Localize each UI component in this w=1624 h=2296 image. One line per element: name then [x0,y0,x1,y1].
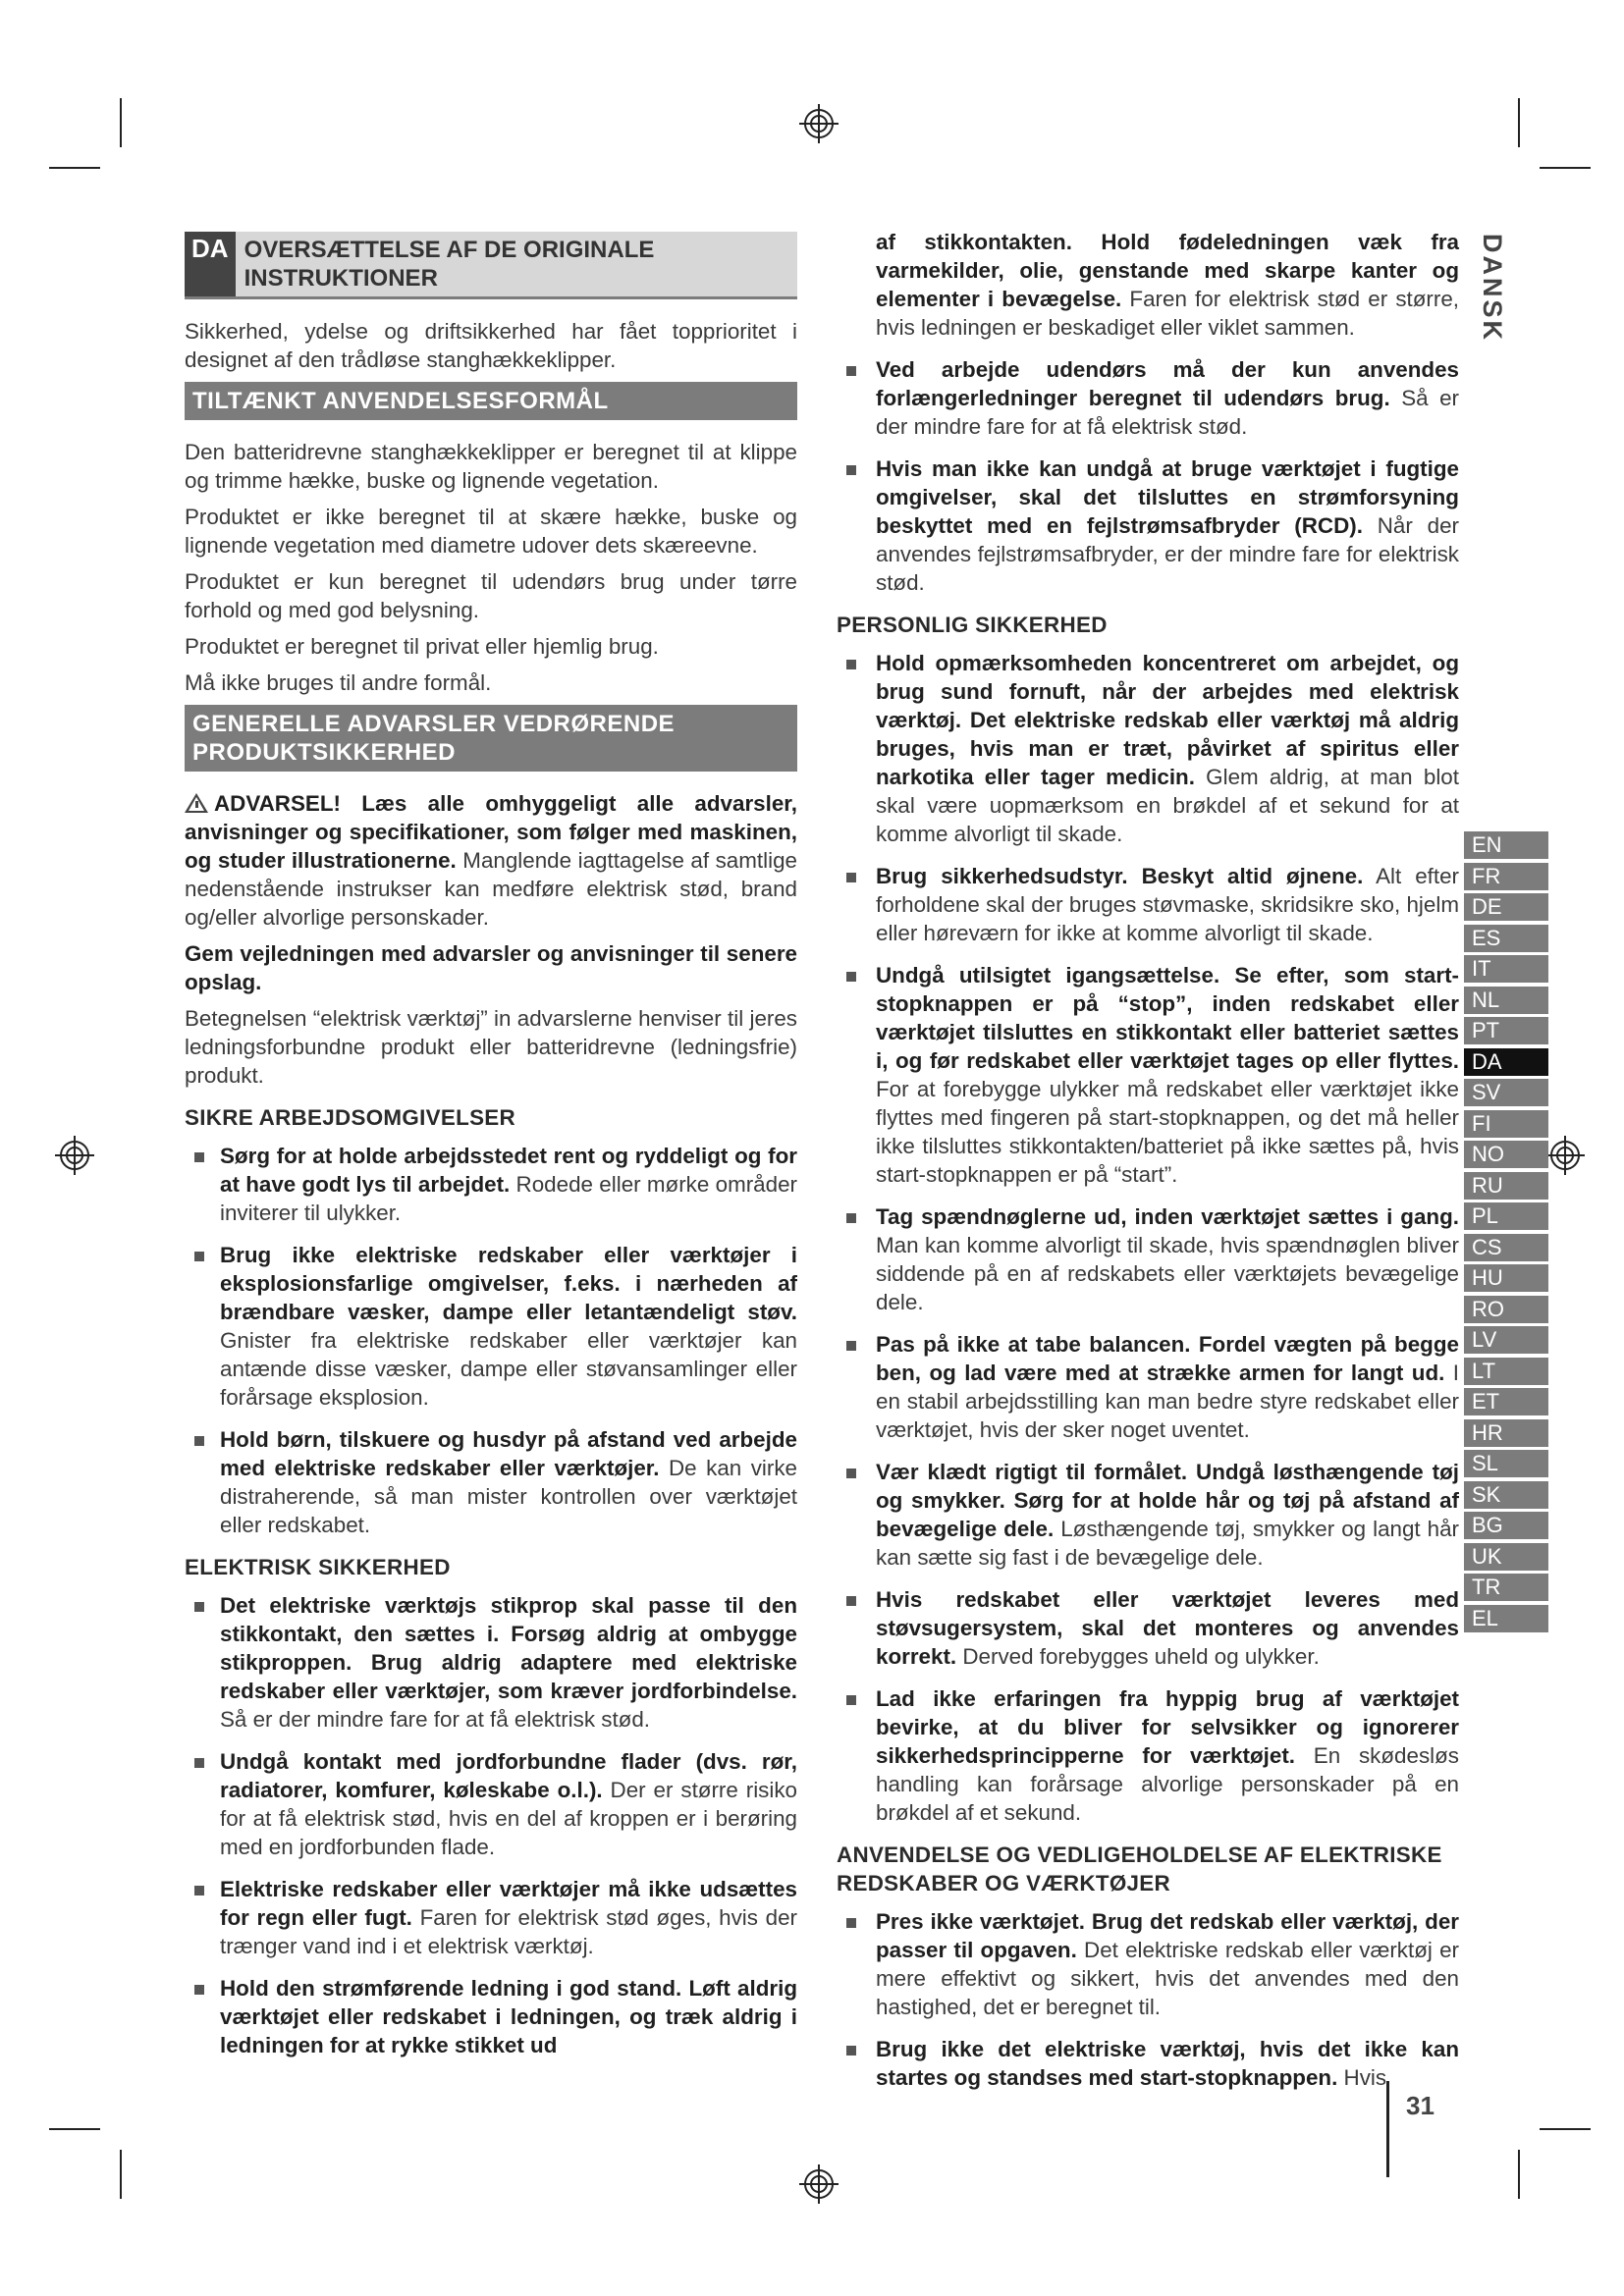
item-bold: Elektriske redskaber eller værktøjer må ikke udsættes for regn eller fugt. [220,1877,797,1930]
item-text: I en stabil arbejdsstilling kan man bedre styre redskabet eller værktøjet, hvis der sker noget uventet. [876,1361,1459,1442]
list-item [837,1684,1459,1827]
paragraph: Produktet er beregnet til privat eller hjemlig brug. [185,634,659,659]
list-item [837,961,1459,1189]
bullet-icon [846,465,856,475]
language-tab-pl[interactable]: PL [1464,1202,1548,1230]
bullet-icon [846,1596,856,1606]
paragraph: Produktet er kun beregnet til udendørs brug under tørre forhold og med god belysning. [185,569,797,622]
list-item [185,1974,797,2059]
list-item [837,454,1459,597]
trim-mark [120,98,122,147]
bullet-icon [846,660,856,669]
list-item [837,355,1459,441]
language-tab-de[interactable]: DE [1464,893,1548,921]
item-bold: Hold opmærksomheden koncentreret om arbejdet, og brug sund fornuft, når der arbejdes med elektrisk værktøj. Det elektriske redskab eller værktøj må aldrig bruges, hvis man er træt, påvirket af spiritus eller narkotika eller tager medicin. [876,651,1459,789]
language-tab-es[interactable]: ES [1464,925,1548,952]
paragraph: Den batteridrevne stanghækkeklipper er beregnet til at klippe og trimme hække, buske og lignende vegetation. [185,440,797,493]
item-text: Faren for elektrisk stød er større, hvis ledningen er beskadiget eller viklet sammen. [876,287,1459,340]
item-bold: Pres ikke værktøjet. Brug det redskab eller værktøj, der passer til opgaven. [876,1909,1459,1962]
list-item [185,1591,797,1734]
bullet-icon [846,2046,856,2056]
language-tab-bg[interactable]: BG [1464,1512,1548,1539]
subheading-electrical: ELEKTRISK SIKKERHED [185,1555,451,1579]
list-item [837,862,1459,947]
item-text: Derved forebygges uheld og ulykker. [956,1644,1320,1669]
list-item [185,1747,797,1861]
bullet-icon [194,1252,204,1261]
language-tab-uk[interactable]: UK [1464,1543,1548,1571]
language-tab-en[interactable]: EN [1464,831,1548,859]
language-tab-sv[interactable]: SV [1464,1079,1548,1106]
warning-icon [185,793,208,813]
language-tab-nl[interactable]: NL [1464,987,1548,1014]
list-item [185,1241,797,1412]
item-bold: Hold den strømførende ledning i god stand. Løft aldrig værktøjet eller redskabet i ledningen, og træk aldrig i ledningen for at rykke stikket ud [220,1976,797,2057]
keep-instructions [185,939,797,996]
item-bold: Tag spændnøglerne ud, inden værktøjet sættes i gang. [876,1204,1459,1229]
item-text: Så er der mindre fare for at få elektrisk stød. [220,1707,651,1732]
trim-mark [49,2128,100,2130]
page-title [185,232,797,299]
item-bold: Ved arbejde udendørs må der kun anvendes forlængerledninger beregnet til udendørs brug. [876,357,1459,410]
bullet-icon [846,1341,856,1351]
bullet-icon [846,873,856,882]
item-text: Faren for elektrisk stød øges, hvis der trænger vand ind i et elektrisk værktøj. [220,1905,797,1958]
item-text: Der er større risiko for at få elektrisk stød, hvis en del af kroppen er i berøring med en jordforbunden flade. [220,1778,797,1859]
item-text: Løsthængende tøj, smykker og langt hår kan sætte sig fast i de bevægelige dele. [876,1517,1459,1570]
bullet-icon [846,1695,856,1705]
language-index [1464,831,1548,1635]
page-number-rule [1386,2081,1389,2177]
item-bold: Lad ikke erfaringen fra hyppig brug af værktøjet bevirke, at du bliver for selvsikker og ignorerer sikkerhedsprincipperne for værktøjet. [876,1686,1459,1768]
bullet-icon [846,972,856,982]
bullet-icon [194,1152,204,1162]
trim-mark [120,2150,122,2199]
item-text: Hvis [1337,2065,1387,2090]
registration-mark-icon [797,2163,840,2206]
intro-text: Sikkerhed, ydelse og driftsikkerhed har fået topprioritet i designet af den trådløse stanghækkeklipper. [185,319,797,372]
item-bold: Sørg for at holde arbejdsstedet rent og ryddeligt og for at have godt lys til arbejdet. [220,1144,797,1197]
title-text: OVERSÆTTELSE AF DE ORIGINALE INSTRUKTIONER [236,232,797,296]
language-side-tab: DANSK [1478,234,1507,344]
registration-mark-icon [797,102,840,145]
language-code: DA [185,232,236,296]
language-tab-no[interactable]: NO [1464,1141,1548,1168]
language-tab-hu[interactable]: HU [1464,1264,1548,1292]
item-bold: Undgå kontakt med jordforbundne flader (dvs. rør, radiatorer, komfurer, køleskabe o.l.). [220,1749,797,1802]
trim-mark [49,167,100,169]
paragraph: Må ikke bruges til andre formål. [185,670,492,695]
language-tab-tr[interactable]: TR [1464,1574,1548,1601]
item-text: Man kan komme alvorligt til skade, hvis spændnøglen bliver siddende på en af redskabets eller værktøjets bevægelige dele. [876,1233,1459,1314]
warning-paragraph [185,789,797,932]
bullet-icon [846,1468,856,1478]
subheading-personal-safety: PERSONLIG SIKKERHED [837,613,1108,637]
bullet-icon [194,1436,204,1446]
paragraph: Betegnelsen “elektrisk værktøj” in advarslerne henviser til jeres ledningsforbundne produkt eller batteridrevne (ledningsfrie) produkt. [185,1006,797,1088]
paragraph: Produktet er ikke beregnet til at skære hække, buske og lignende vegetation med diametre udover dets skæreevne. [185,505,797,558]
item-text: Gnister fra elektriske redskaber eller værktøjer kan antænde disse væsker, dampe eller støvansamlinger eller forårsage eksplosion. [220,1328,797,1410]
list-item [837,1458,1459,1572]
language-tab-el[interactable]: EL [1464,1605,1548,1632]
item-bold: Hvis redskabet eller værktøjet leveres med støvsugersystem, skal det monteres og anvendes korrekt. [876,1587,1459,1669]
warning-bold: ADVARSEL! Læs alle omhyggeligt alle advarsler, anvisninger og specifikationer, som følger med maskinen, og studer illustrationerne. [185,791,797,873]
right-column [837,228,1459,2106]
language-tab-fi[interactable]: FI [1464,1110,1548,1138]
item-bold: Undgå utilsigtet igangsættelse. Se efter, som start-stopknappen er på “stop”, inden redskabet eller værktøjet tilsluttes en stikkontakt eller batteriet sættes i, og før redskabet eller værktøjet tages op eller flyttes. [876,963,1459,1073]
trim-mark [1540,2128,1591,2130]
section-heading-general-warnings: GENERELLE ADVARSLER VEDRØRENDE PRODUKTSIKKERHED [185,705,797,772]
warning-text: Manglende iagttagelse af samtlige nedenstående instrukser kan medføre elektrisk stød, brand og/eller alvorlige personskader. [185,848,797,930]
item-bold: Brug ikke elektriske redskaber eller værktøjer i eksplosionsfarlige omgivelser, f.eks. i nærheden af brændbare væsker, dampe eller letantændeligt støv. [220,1243,797,1324]
item-text: Så er der mindre fare for at få elektrisk stød. [876,386,1459,439]
language-tab-fr[interactable]: FR [1464,863,1548,890]
bullet-icon [194,1985,204,1995]
item-text: Alt efter forholdene skal der bruges støvmaske, skridsikre sko, hjelm eller høreværn for ikke at komme alvorligt til skade. [876,864,1460,945]
trim-mark [1518,2150,1520,2199]
language-tab-da[interactable]: DA [1464,1048,1548,1076]
item-text: De kan virke distraherende, så man mister kontrollen over værktøjet eller redskabet. [220,1456,797,1537]
language-tab-ro[interactable]: RO [1464,1296,1548,1323]
item-text: Rodede eller mørke områder inviterer til ulykker. [220,1172,797,1225]
language-tab-et[interactable]: ET [1464,1388,1548,1415]
bullet-icon [194,1886,204,1896]
item-text: For at forebygge ulykker må redskabet eller værktøjet ikke flyttes med fingeren på start-stopknappen, og det må heller ikke tilsluttes stikkontakten/batteriet på ikke sættes på, hvis start-stopknappen er på “start”. [876,1077,1459,1187]
section-heading-intended-use: TILTÆNKT ANVENDELSESFORMÅL [185,382,797,420]
list-item-continued [837,228,1459,342]
item-text: Når der anvendes fejlstrømsafbryder, er der mindre fare for elektrisk stød. [876,513,1459,595]
list-item [837,1585,1459,1671]
subheading-work-area: SIKRE ARBEJDSOMGIVELSER [185,1105,516,1130]
list-item [185,1875,797,1960]
language-tab-it[interactable]: IT [1464,955,1548,983]
list-item [837,1202,1459,1316]
trim-mark [1540,167,1591,169]
keep-bold: Gem vejledningen med advarsler og anvisninger til senere opslag. [185,941,797,994]
list-item [185,1425,797,1539]
item-bold: Pas på ikke at tabe balancen. Fordel vægten på begge ben, og lad være med at strække armen for langt ud. [876,1332,1459,1385]
language-tab-sl[interactable]: SL [1464,1450,1548,1477]
item-bold: Hold børn, tilskuere og husdyr på afstand ved arbejde med elektriske redskaber eller værktøjer. [220,1427,797,1480]
language-tab-hr[interactable]: HR [1464,1419,1548,1447]
list-item [837,649,1459,848]
page-number: 31 [1406,2091,1435,2120]
registration-mark-icon [1543,1134,1587,1177]
language-tab-lv[interactable]: LV [1464,1326,1548,1354]
language-tab-sk[interactable]: SK [1464,1481,1548,1509]
language-tab-cs[interactable]: CS [1464,1234,1548,1261]
item-text: Glem aldrig, at man blot skal være uopmærksom en brøkdel af et sekund for at komme alvorligt til skade. [876,765,1459,846]
item-bold: Det elektriske værktøjs stikprop skal passe til den stikkontakt, den sættes i. Forsøg aldrig at ombygge stikproppen. Brug aldrig adaptere med elektriske redskaber eller værktøjer, som kræver jordforbindelse. [220,1593,797,1703]
list-item [837,1907,1459,2021]
bullet-icon [194,1758,204,1768]
subheading-use-and-maintenance: ANVENDELSE OG VEDLIGEHOLDELSE AF ELEKTRISKE REDSKABER OG VÆRKTØJER [837,1842,1442,1896]
item-text: Det elektriske redskab eller værktøj er mere effektivt og sikkert, hvis det anvendes med den hastighed, det er beregnet til. [876,1938,1459,2019]
item-bold: Hvis man ikke kan undgå at bruge værktøjet i fugtige omgivelser, skal det tilsluttes en strømforsyning beskyttet med en fejlstrømsafbryder (RCD). [876,456,1459,538]
language-tab-lt[interactable]: LT [1464,1358,1548,1385]
language-tab-pt[interactable]: PT [1464,1017,1548,1044]
bullet-icon [846,1213,856,1223]
registration-mark-icon [53,1134,96,1177]
item-bold: af stikkontakten. Hold fødeledningen væk fra varmekilder, olie, genstande med skarpe kanter og elementer i bevægelse. [876,230,1459,311]
bullet-icon [846,1918,856,1928]
item-bold: Brug sikkerhedsudstyr. Beskyt altid øjnene. [876,864,1364,888]
list-item [837,1330,1459,1444]
list-item [837,2035,1459,2092]
trim-mark [1518,98,1520,147]
item-bold: Vær klædt rigtigt til formålet. Undgå løsthængende tøj og smykker. Sørg for at holde hår og tøj på afstand af bevægelige dele. [876,1460,1459,1541]
bullet-icon [194,1602,204,1612]
language-tab-ru[interactable]: RU [1464,1172,1548,1200]
left-column [185,228,797,2073]
bullet-icon [846,366,856,376]
item-text: En skødesløs handling kan forårsage alvorlige personskader på en brøkdel af et sekund. [876,1743,1459,1825]
item-bold: Brug ikke det elektriske værktøj, hvis det ikke kan startes og standses med start-stopknappen. [876,2037,1459,2090]
list-item [185,1142,797,1227]
